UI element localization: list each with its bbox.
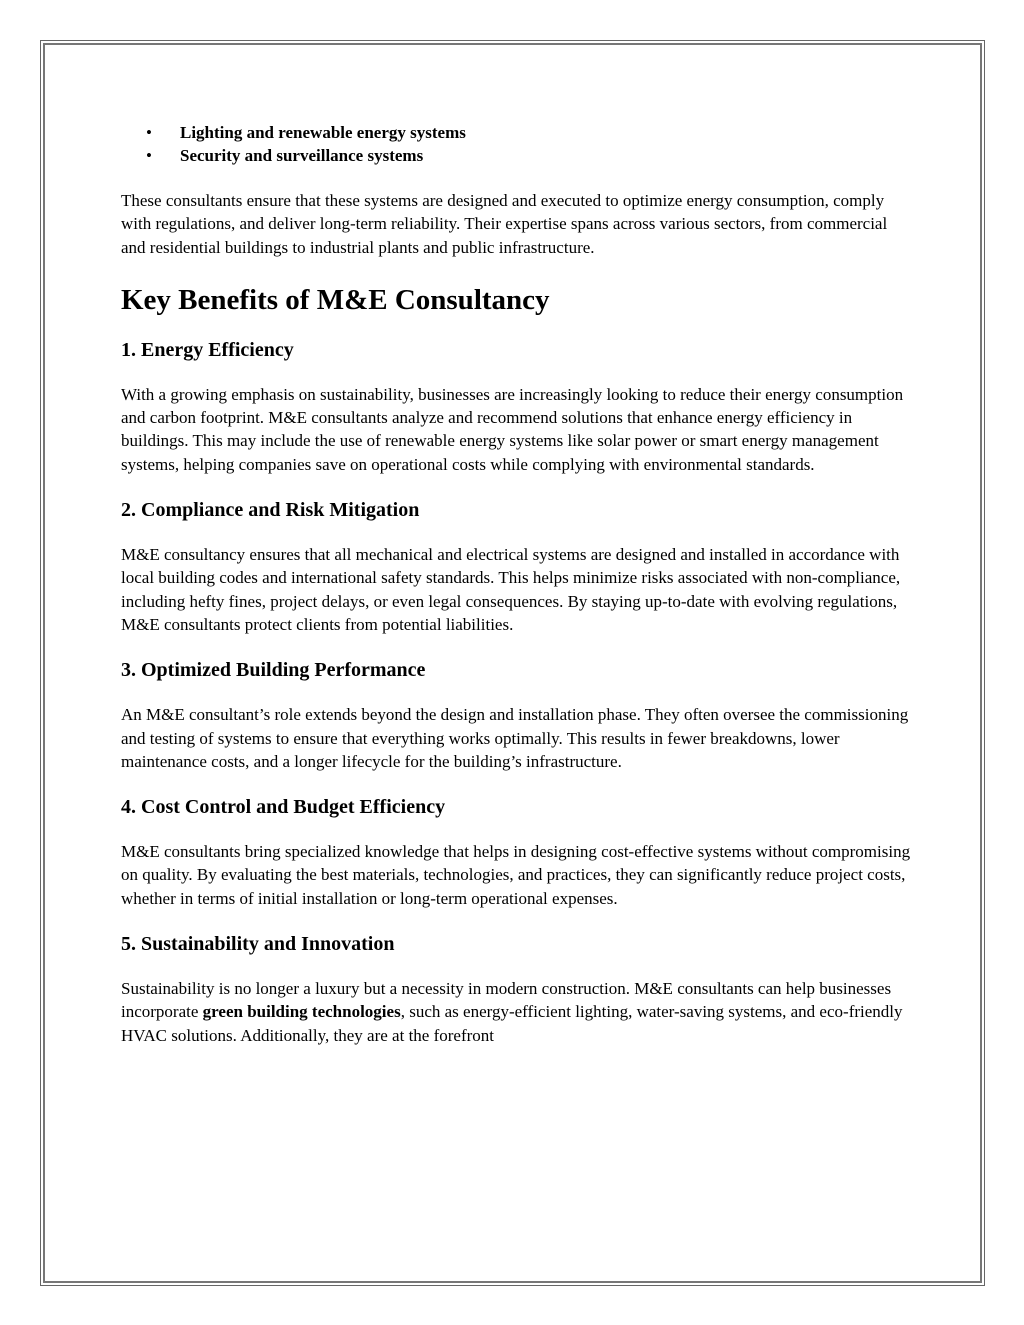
bullet-list [121,121,911,167]
benefit-section [121,657,911,773]
bullet-dot-icon: • [146,123,152,142]
benefit-title: 1. Energy Efficiency [121,338,294,361]
benefit-body [121,977,911,1047]
benefit-body: M&E consultants bring specialized knowledge that helps in designing cost-effective systems without compromising on quality. By evaluating the best materials, technologies, and practices, they can significantly reduce project costs, whether in terms of initial installation or long-term operational expenses. [121,842,911,908]
benefit-body: M&E consultancy ensures that all mechanical and electrical systems are designed and installed in accordance with local building codes and international safety standards. This helps minimize risks associated with non-compliance, including hefty fines, project delays, or even legal consequences. By staying up-to-date with evolving regulations, M&E consultants protect clients from potential liabilities. [121,545,901,634]
bullet-item [121,121,911,144]
intro-paragraph: These consultants ensure that these systems are designed and executed to optimize energy consumption, comply with regulations, and deliver long-term reliability. Their expertise spans across various sectors, from commercial and residential buildings to industrial plants and public infrastructure. [121,191,888,257]
bullet-text: Security and surveillance systems [180,146,424,165]
benefit-body: With a growing emphasis on sustainability, businesses are increasingly looking to reduce their energy consumption and carbon footprint. M&E consultants analyze and recommend solutions that enhance energy efficiency in buildings. This may include the use of renewable energy systems like solar power or smart energy management systems, helping companies save on operational costs while complying with environmental standards. [121,384,904,474]
benefit-body: An M&E consultant’s role extends beyond the design and installation phase. They often oversee the commissioning and testing of systems to ensure that everything works optimally. This results in fewer breakdowns, lower maintenance costs, and a longer lifecycle for the building’s infrastructure. [121,705,909,771]
benefit-body-text: , such as energy-efficient lighting, water-saving systems, and eco-friendly HVAC solutions. Additionally, they are at the forefront [121,1002,903,1045]
benefit-section [121,497,911,636]
benefit-body-bold: green building technologies [202,1002,401,1022]
benefit-title: 4. Cost Control and Budget Efficiency [121,796,446,819]
bullet-item [121,144,911,167]
document-content [121,121,911,1047]
benefit-section [121,337,911,476]
benefit-section [121,794,911,910]
benefit-title: 5. Sustainability and Innovation [121,933,395,956]
benefit-section [121,931,911,1047]
benefit-title: 3. Optimized Building Performance [121,659,426,682]
section-heading: Key Benefits of M&E Consultancy [121,283,550,316]
benefit-body-text: Sustainability is no longer a luxury but a necessity in modern construction. M&E consultants can help businesses incorporate [121,979,892,1022]
bullet-dot-icon: • [146,146,152,165]
benefit-title: 2. Compliance and Risk Mitigation [121,499,420,522]
bullet-text: Lighting and renewable energy systems [180,123,466,142]
